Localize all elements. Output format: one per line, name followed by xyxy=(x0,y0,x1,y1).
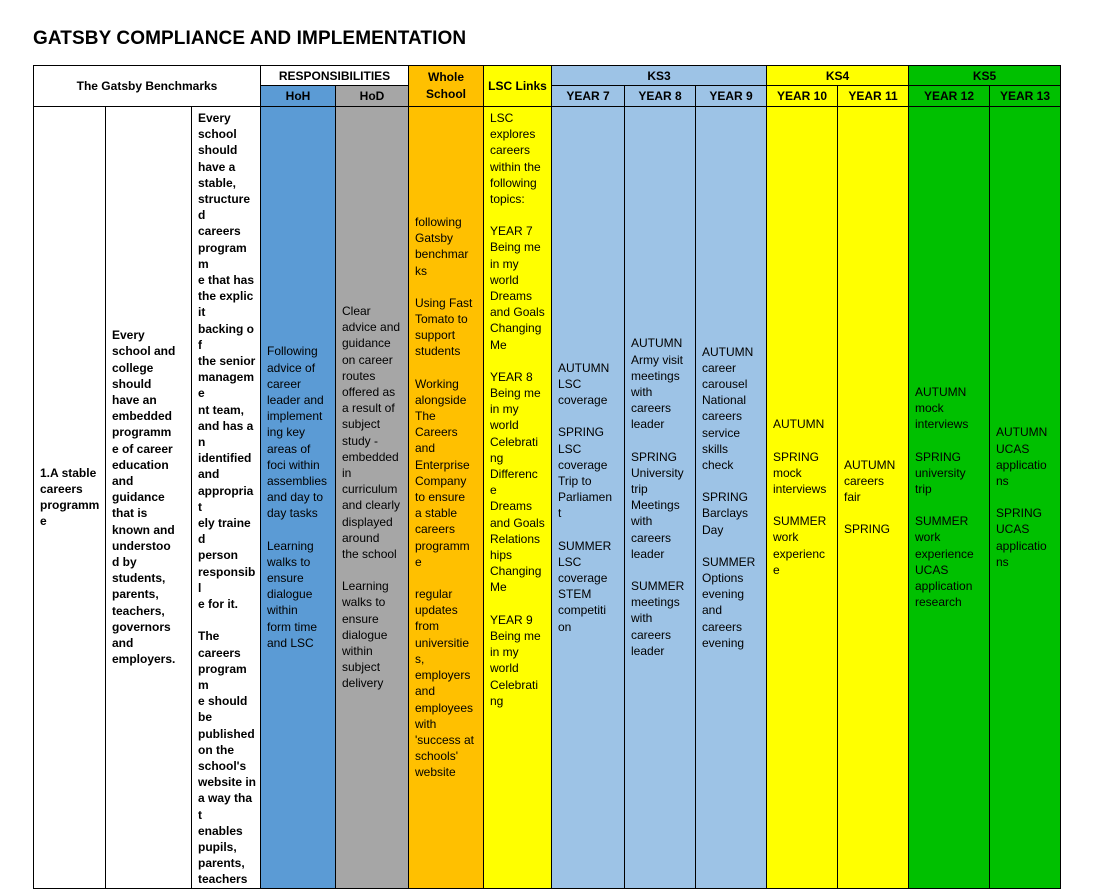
benchmark-summary: Every school and college should have an embedded programm e of career education and guidance that is known and understoo d by students, parents, teachers, governors and employers. xyxy=(112,328,176,667)
lsc-text-2: YEAR 7 Being me in my world Dreams and Goals Changing Me xyxy=(490,224,545,352)
year11-text-2: SPRING xyxy=(844,522,891,537)
hoh-text-1: Following advice of career leader and implement ing key areas of foci within assemblies and day to day tasks xyxy=(267,344,328,521)
whole-school-text-4: regular updates from universitie s, employers and employees with 'success at schools' website xyxy=(415,587,474,780)
year12-text-1: AUTUMN mock interviews xyxy=(915,385,969,432)
year10-text-1: AUTUMN xyxy=(773,417,825,432)
year7-cell xyxy=(552,107,625,889)
document-title: GATSBY COMPLIANCE AND IMPLEMENTATION xyxy=(33,28,467,49)
year9-header: YEAR 9 xyxy=(696,86,767,107)
year11-cell xyxy=(838,107,909,889)
year12-header: YEAR 12 xyxy=(909,86,990,107)
year12-cell xyxy=(909,107,990,889)
gatsby-table xyxy=(33,65,1061,889)
hoh-cell xyxy=(261,107,336,889)
year11-header: YEAR 11 xyxy=(838,86,909,107)
gatsby-benchmarks-header: The Gatsby Benchmarks xyxy=(34,66,261,107)
year12-text-3: SUMMER work experience UCAS application research xyxy=(915,514,974,610)
lsc-text-1: LSC explores careers within the following topics: xyxy=(490,111,541,207)
hod-header: HoD xyxy=(336,86,409,107)
benchmark-detail-2: The careers programm e should be published on the school's website in a way that enables pupils, parents, teachers xyxy=(198,629,257,887)
year11-text-1: AUTUMN careers fair xyxy=(844,457,896,505)
year9-cell xyxy=(696,107,767,889)
hod-text-1: Clear advice and guidance on career routes offered as a result of subject study - embedded in curriculum and clearly displayed around the school xyxy=(342,303,401,561)
year12-text-2: SPRING university trip xyxy=(915,449,966,497)
year8-cell xyxy=(625,107,696,889)
whole-school-cell xyxy=(409,107,484,889)
whole-school-text-2: Using Fast Tomato to support students xyxy=(415,295,473,359)
year8-text-3: SUMMER meetings with careers leader xyxy=(631,579,685,658)
lsc-links-cell xyxy=(484,107,552,889)
year7-text-3: SUMMER LSC coverage STEM competiti on xyxy=(558,538,612,634)
benchmark-title: 1.A stable careers programm e xyxy=(40,465,100,529)
benchmark-detail-1: Every school should have a stable, structured careers programm e that has the explicit backing of the senior manageme nt team, and has an identified and appropriat ely trained person responsibl e for it. xyxy=(198,111,256,612)
year8-text-1: AUTUMN Army visit meetings with careers leader xyxy=(631,336,683,432)
whole-school-text-3: Working alongside The Careers and Enterprise Company to ensure a stable careers programm e xyxy=(415,376,470,569)
year7-header: YEAR 7 xyxy=(552,86,625,107)
year13-text-1: AUTUMN UCAS applicatio ns xyxy=(996,425,1048,489)
year13-cell xyxy=(990,107,1061,889)
year10-text-2: SPRING mock interviews xyxy=(773,449,827,497)
benchmark-summary-cell xyxy=(106,107,192,889)
year8-text-2: SPRING University trip Meetings with careers leader xyxy=(631,449,684,561)
year10-cell xyxy=(767,107,838,889)
year7-text-2: SPRING LSC coverage Trip to Parliamen t xyxy=(558,425,613,521)
year9-text-1: AUTUMN career carousel National careers service skills check xyxy=(702,344,754,472)
hod-cell xyxy=(336,107,409,889)
year13-header: YEAR 13 xyxy=(990,86,1061,107)
whole-school-header: Whole School xyxy=(409,66,484,107)
hod-text-2: Learning walks to ensure dialogue within subject delivery xyxy=(342,579,389,691)
ks4-header: KS4 xyxy=(767,66,909,86)
lsc-text-4: YEAR 9 Being me in my world Celebrati ng xyxy=(490,612,541,708)
whole-school-text-1: following Gatsby benchmar ks xyxy=(415,215,469,278)
lsc-text-3: YEAR 8 Being me in my world Celebrati ng Differenc e Dreams and Goals Relations hips Changing Me xyxy=(490,369,545,595)
year10-text-3: SUMMER work experienc e xyxy=(773,514,827,577)
responsibilities-header: RESPONSIBILITIES xyxy=(261,66,409,86)
year10-header: YEAR 10 xyxy=(767,86,838,107)
hoh-header: HoH xyxy=(261,86,336,107)
ks5-header: KS5 xyxy=(909,66,1061,86)
year13-text-2: SPRING UCAS applicatio ns xyxy=(996,506,1047,569)
benchmark-detail-cell xyxy=(192,107,261,889)
hoh-text-2: Learning walks to ensure dialogue within form time and LSC xyxy=(267,538,318,650)
year8-header: YEAR 8 xyxy=(625,86,696,107)
ks3-header: KS3 xyxy=(552,66,767,86)
year9-text-2: SPRING Barclays Day xyxy=(702,490,749,537)
year9-text-3: SUMMER Options evening and careers evening xyxy=(702,554,756,650)
year7-text-1: AUTUMN LSC coverage xyxy=(558,360,610,408)
benchmark-cell xyxy=(34,107,106,889)
lsc-links-header: LSC Links xyxy=(484,66,552,107)
